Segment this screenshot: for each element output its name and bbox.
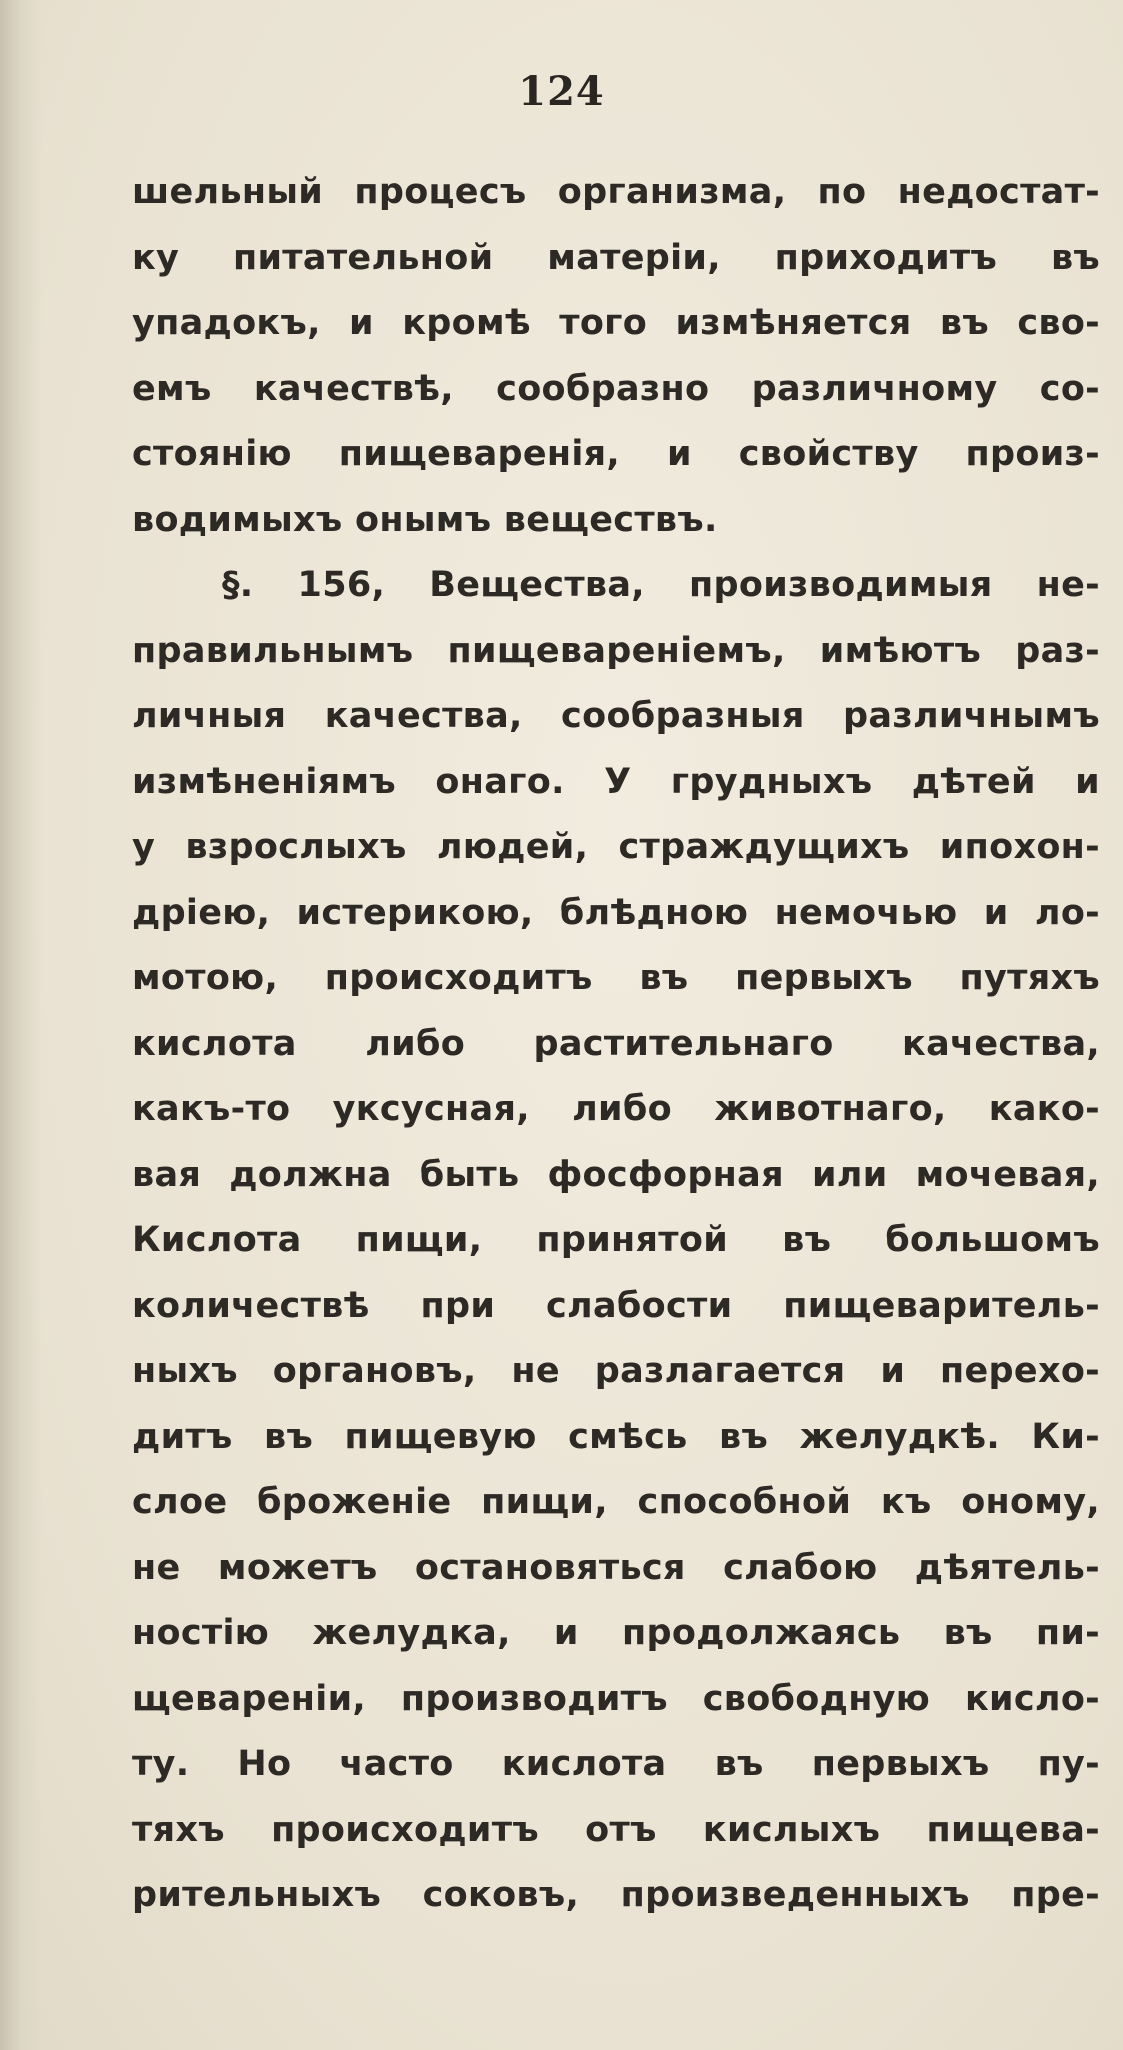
text-line: упадокъ, и кромѣ того измѣняется въ сво-: [132, 303, 1100, 343]
text-line: емъ качествѣ, сообразно различному со-: [132, 368, 1100, 409]
text-line: количествѣ при слабости пищеваритель-: [132, 1285, 1100, 1326]
text-line: шельный процесъ организма, по недостат-: [132, 172, 1100, 212]
text-line: дитъ въ пищевую смѣсь въ желудкѣ. Ки-: [132, 1416, 1100, 1457]
text-line: не можетъ остановяться слабою дѣятель-: [132, 1547, 1100, 1588]
text-line: кислота либо растительнаго качества,: [132, 1023, 1100, 1064]
body-text: [132, 160, 1100, 1929]
text-line: тяхъ происходитъ отъ кислыхъ пищева-: [132, 1809, 1100, 1850]
text-line: дріею, истерикою, блѣдною немочью и ло-: [132, 892, 1100, 933]
text-line: правильнымъ пищевареніемъ, имѣютъ раз-: [132, 630, 1100, 671]
text-line: ныхъ органовъ, не разлагается и перехо-: [132, 1351, 1100, 1391]
page-number: 124: [518, 68, 605, 115]
text-line: рительныхъ соковъ, произведенныхъ пре-: [132, 1875, 1100, 1915]
text-line: личныя качества, сообразныя различнымъ: [132, 696, 1100, 736]
page-gutter-shadow: [0, 0, 42, 2050]
text-line: мотою, происходитъ въ первыхъ путяхъ: [132, 958, 1100, 998]
text-line: щевареніи, производитъ свободную кисло-: [132, 1678, 1100, 1719]
text-line: у взрослыхъ людей, страждущихъ ипохон-: [132, 827, 1100, 867]
text-line: стоянію пищеваренія, и свойству произ-: [132, 434, 1100, 474]
text-line: какъ-то уксусная, либо животнаго, како-: [132, 1089, 1100, 1129]
text-line: измѣненіямъ онаго. У грудныхъ дѣтей и: [132, 761, 1100, 802]
text-line: ку питательной матеріи, приходитъ въ: [132, 237, 1100, 278]
text-line: вая должна быть фосфорная или мочевая,: [132, 1154, 1100, 1195]
text-line: ту. Но часто кислота въ первыхъ пу-: [132, 1744, 1100, 1784]
text-line: ностію желудка, и продолжаясь въ пи-: [132, 1613, 1100, 1653]
text-line: слое броженіе пищи, способной къ оному,: [132, 1482, 1100, 1522]
text-line: водимыхъ онымъ веществъ.: [132, 499, 718, 540]
paragraph-start-line: §. 156, Вещества, производимыя не-: [222, 565, 1100, 605]
text-line: Кислота пищи, принятой въ большомъ: [132, 1220, 1100, 1260]
